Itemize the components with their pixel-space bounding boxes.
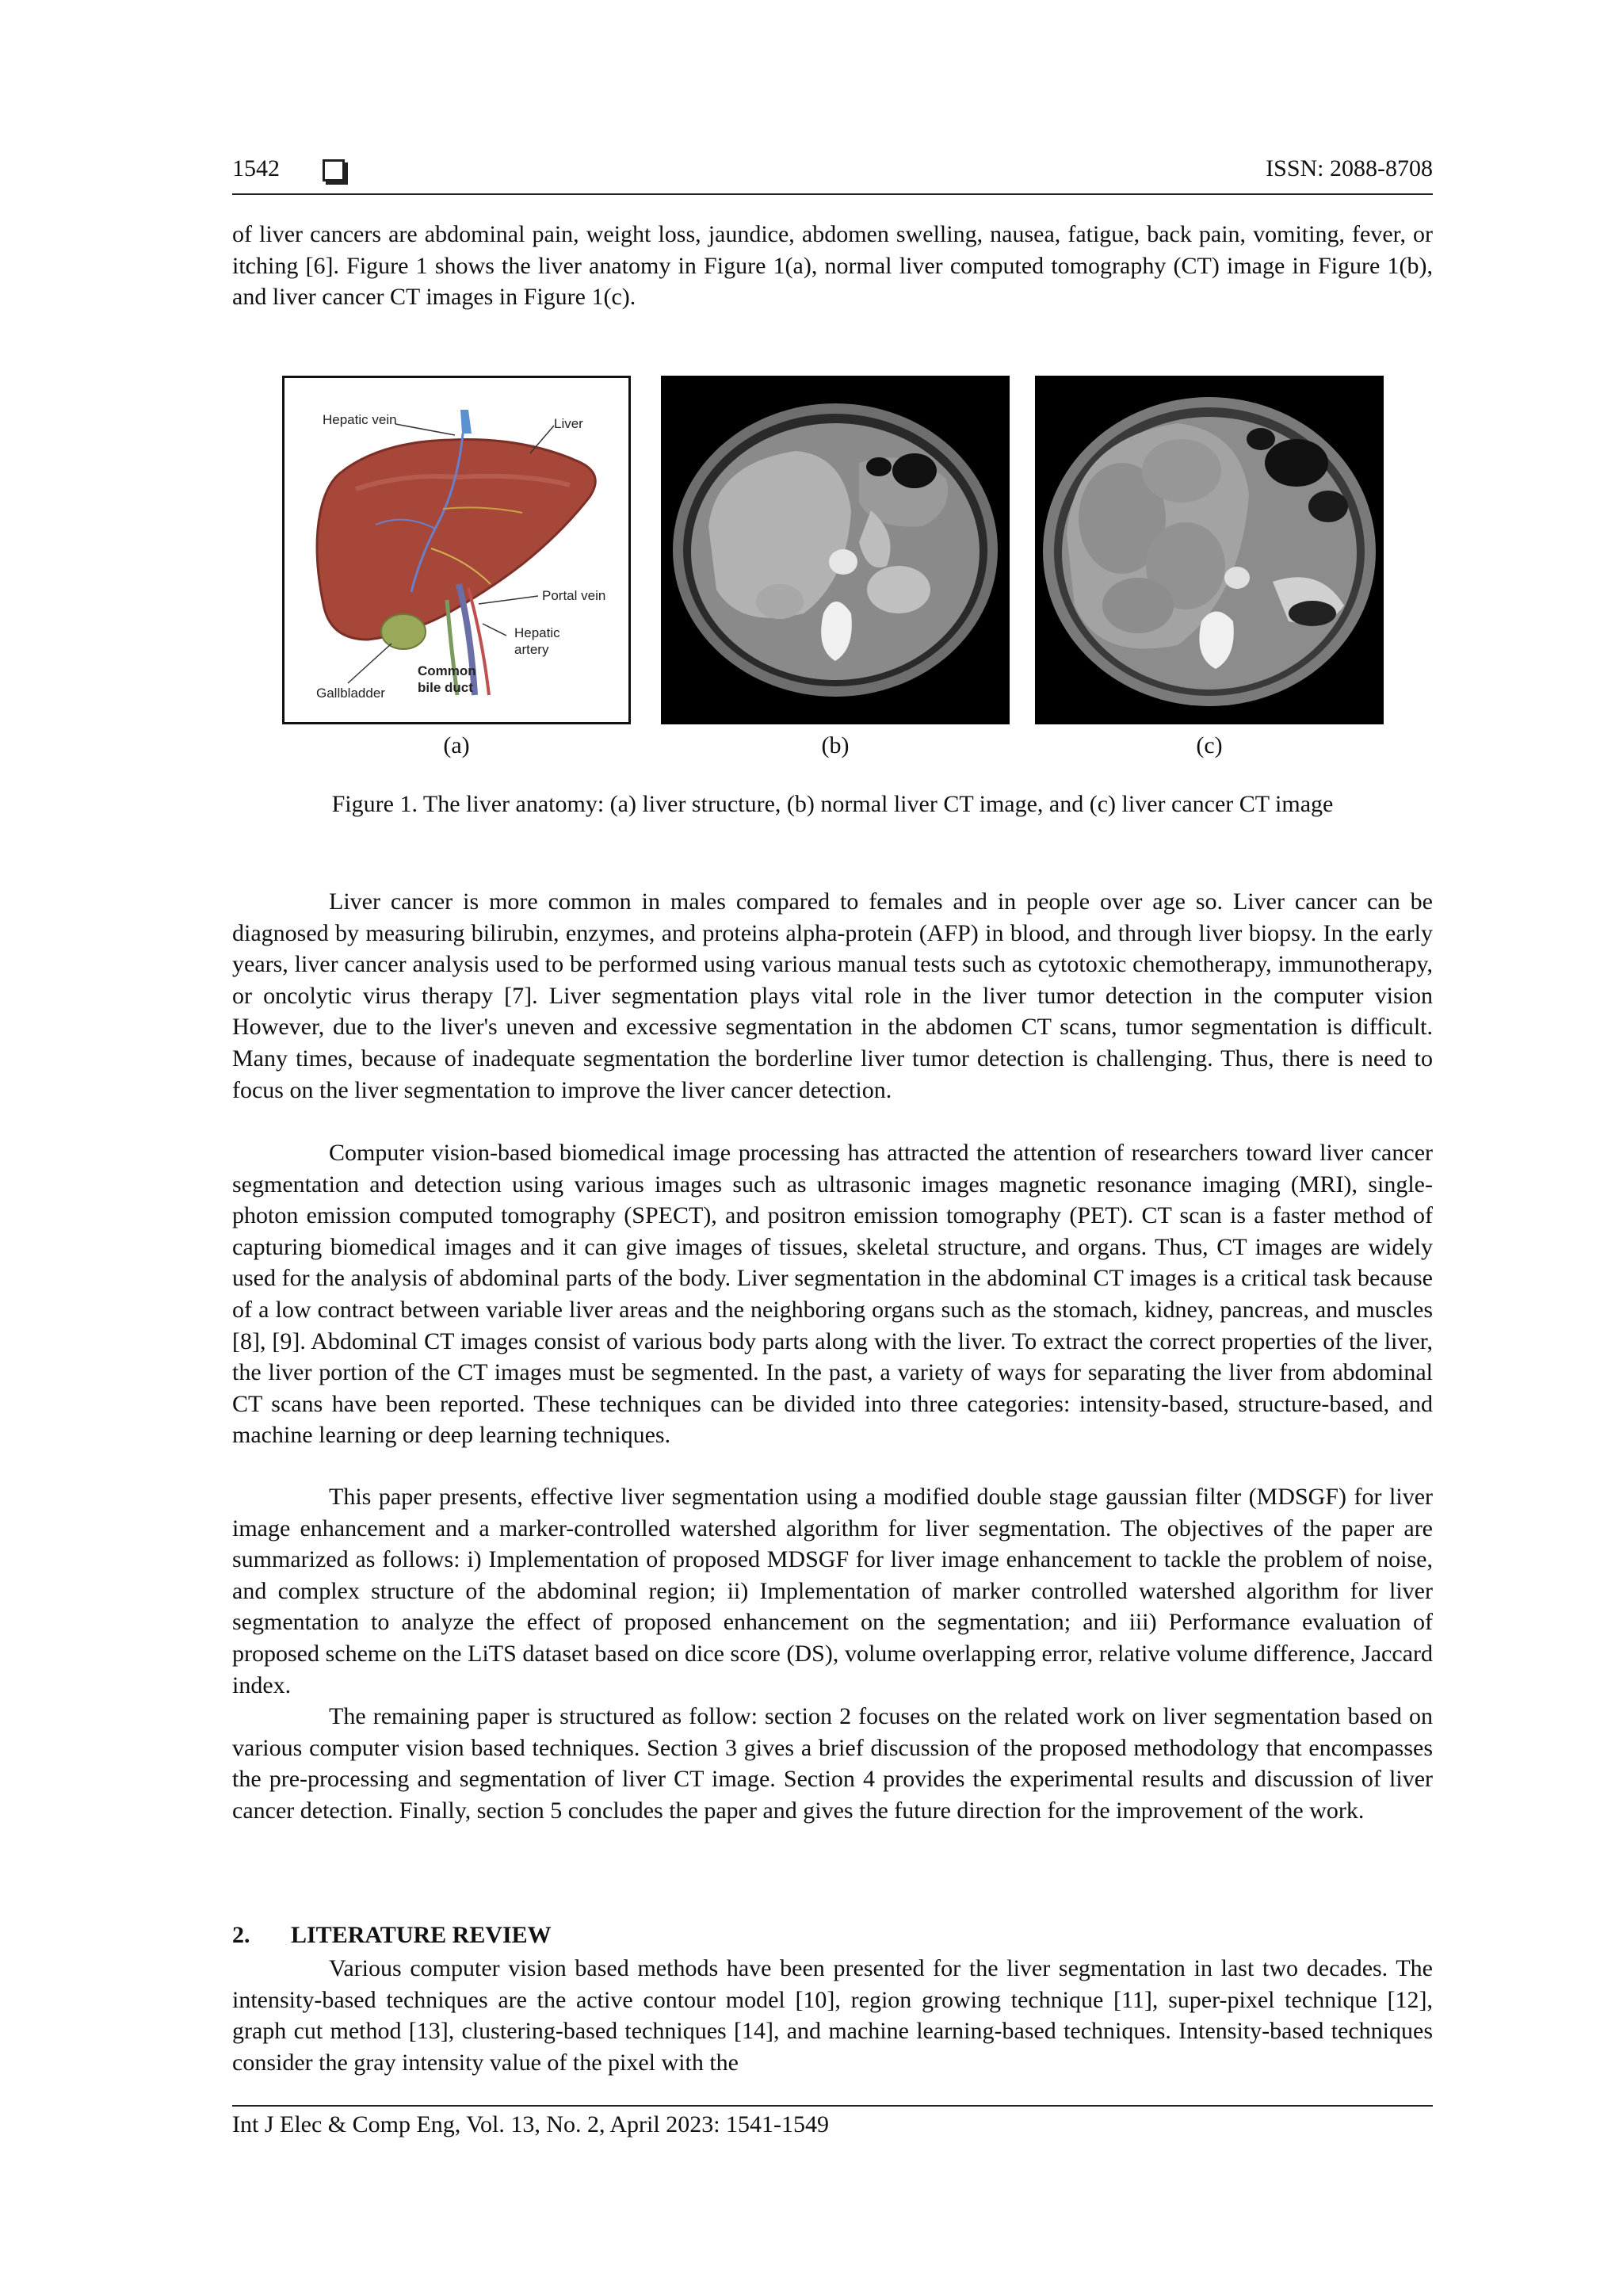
label-common: Common (418, 663, 476, 678)
body-paragraph-2: Computer vision-based biomedical image processing has attracted the attention of researchers toward liver cancer segmentation and detection using various images such as ultrasonic images magnetic resonance imaging (MRI), single-photon emission computed tomography (SPECT), and positron emission tomography (PET). CT scan is a faster method of capturing biomedical images and it can give images of tissues, skeletal structure, and organs. Thus, CT images are widely used for the analysis of abdominal parts of the body. Liver segmentation in the abdominal CT images is a critical task because of a low contract between variable liver areas and the neighboring organs such as the stomach, kidney, pancreas, and muscles [8], [9]. Abdominal CT images consist of various body parts along with the liver. To extract the correct properties of the liver, the liver portion of the CT images must be segmented. In the past, a variety of ways for separating the liver from abdominal CT scans have been reported. These techniques can be divided into three categories: intensity-based, structure-based, and machine learning or deep learning techniques. (232, 1140, 1433, 1449)
cancer-ct-image (1035, 376, 1384, 724)
page-number: 1542 (232, 155, 280, 181)
subcaption-b: (b) (821, 732, 850, 758)
section-number: 2. (232, 1922, 250, 1948)
section-heading (232, 1922, 552, 1949)
figure-caption: Figure 1. The liver anatomy: (a) liver structure, (b) normal liver CT image, and (c) liver cancer CT image (331, 791, 1334, 817)
label-bile-duct: bile duct (418, 680, 473, 695)
label-liver: Liver (554, 416, 583, 431)
subcaption-a: (a) (443, 732, 470, 758)
liver-anatomy-illustration (285, 378, 628, 722)
body-paragraph-3: This paper presents, effective liver segmentation using a modified double stage gaussian filter (MDSGF) for liver image enhancement and a marker-controlled watershed algorithm for liver segmentation. The objectives of the paper are summarized as follows: i) Implementation of proposed MDSGF for liver image enhancement to tackle the problem of noise, and complex structure of the abdominal region; ii) Implementation of marker controlled watershed algorithm for liver segmentation to analyze the effect of proposed enhancement on the segmentation; and iii) Performance evaluation of proposed scheme on the LiTS dataset based on dice score (DS), volume overlapping error, relative volume difference, Jaccard index. (232, 1484, 1433, 1698)
section-title: LITERATURE REVIEW (291, 1922, 552, 1948)
label-gallbladder: Gallbladder (316, 686, 385, 701)
label-hepatic: Hepatic (514, 625, 560, 640)
intro-paragraph: of liver cancers are abdominal pain, weight loss, jaundice, abdomen swelling, nausea, fatigue, back pain, vomiting, fever, or itching [6]. Figure 1 shows the liver anatomy in Figure 1(a), normal liver computed tomography (CT) image in Figure 1(b), and liver cancer CT images in Figure 1(c). (232, 221, 1433, 311)
body-paragraph-1: Liver cancer is more common in males compared to females and in people over age so. Liver cancer can be diagnosed by measuring bilirubin, enzymes, and proteins alpha-protein (AFP) in blood, and through liver biopsy. In the early years, liver cancer analysis used to be performed using various manual tests such as cytotoxic chemotherapy, immunotherapy, or oncolytic virus therapy [7]. Liver segmentation plays vital role in the liver tumor detection in the computer vision However, due to the liver's uneven and excessive segmentation in the abdomen CT scans, tumor segmentation is difficult. Many times, because of inadequate segmentation the borderline liver tumor detection is challenging. Thus, there is need to focus on the liver segmentation to improve the liver cancer detection. (232, 888, 1433, 1103)
figure-normal-ct (661, 376, 1010, 724)
label-artery: artery (514, 642, 549, 657)
square-bullet-icon (323, 159, 345, 181)
page-footer: Int J Elec & Comp Eng, Vol. 13, No. 2, April 2023: 1541-1549 (232, 2105, 1433, 2138)
label-portal-vein: Portal vein (542, 588, 606, 603)
body-paragraph-4: The remaining paper is structured as follow: section 2 focuses on the related work on liver segmentation based on various computer vision based techniques. Section 3 gives a brief discussion of the proposed methodology that encompasses the pre-processing and segmentation of liver CT image. Section 4 provides the experimental results and discussion of liver cancer detection. Finally, section 5 concludes the paper and gives the future direction for the improvement of the work. (232, 1703, 1433, 1824)
section-paragraph: Various computer vision based methods have been presented for the liver segmentation in last two decades. The intensity-based techniques are the active contour model [10], region growing technique [11], super-pixel technique [12], graph cut method [13], clustering-based techniques [14], and machine learning-based techniques. Intensity-based techniques consider the gray intensity value of the pixel with the (232, 1955, 1433, 2076)
figure-cancer-ct (1035, 376, 1384, 724)
figure-liver-diagram (282, 376, 631, 724)
label-hepatic-vein: Hepatic vein (323, 412, 397, 427)
page-header (232, 155, 1433, 195)
normal-ct-image (661, 376, 1010, 724)
issn-label: ISSN: 2088-8708 (1266, 155, 1433, 181)
subcaption-c: (c) (1196, 732, 1223, 758)
